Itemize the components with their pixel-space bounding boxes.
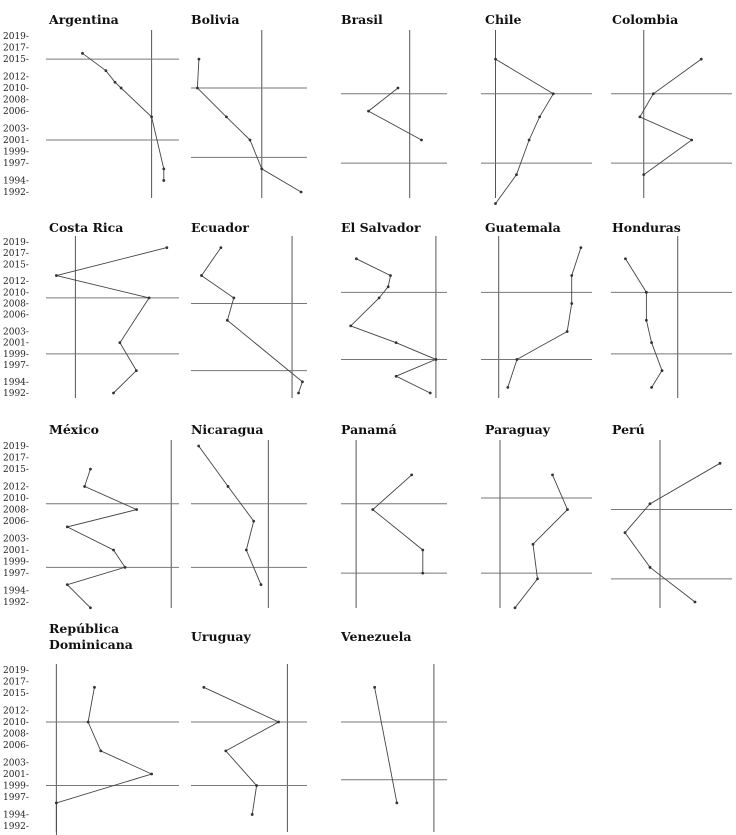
panel-title: México	[49, 422, 99, 437]
y-tick-label: 2015-	[3, 260, 29, 271]
y-tick-label: 2012-	[3, 72, 29, 83]
data-point	[645, 319, 648, 322]
data-point	[118, 341, 121, 344]
data-point	[649, 566, 652, 569]
data-point	[300, 191, 303, 194]
data-point	[55, 274, 58, 277]
series-line	[496, 59, 554, 204]
panel-title: El Salvador	[341, 220, 421, 235]
series-line	[625, 463, 720, 602]
panel-el-salvador	[341, 220, 447, 398]
data-point	[494, 202, 497, 205]
y-tick-label: 2010-	[3, 84, 29, 94]
y-tick-label: 2008-	[3, 95, 29, 106]
y-tick-label: 2003-	[3, 534, 29, 545]
panel-title: Bolivia	[191, 12, 240, 27]
y-tick-label: 2012-	[3, 706, 29, 717]
panel-brasil	[341, 12, 447, 198]
series-line	[640, 59, 701, 175]
y-tick-label: 2010-	[3, 718, 29, 728]
series-line	[373, 475, 423, 573]
y-tick-label: 1994-	[3, 176, 29, 187]
data-point	[536, 577, 539, 580]
data-point	[639, 115, 642, 118]
panel-república-dominicana	[46, 621, 179, 835]
data-point	[661, 369, 664, 372]
data-point	[260, 583, 263, 586]
data-point	[690, 139, 693, 142]
panel-title: Honduras	[612, 220, 681, 235]
data-point	[566, 508, 569, 511]
y-tick-label: 2019-	[3, 442, 29, 452]
y-tick-label: 2006-	[3, 107, 29, 118]
panel-colombia	[611, 12, 732, 198]
data-point	[112, 549, 115, 552]
data-point	[83, 485, 86, 488]
data-point	[162, 167, 165, 170]
data-point	[421, 572, 424, 575]
data-point	[579, 246, 582, 249]
data-point	[162, 179, 165, 182]
data-point	[421, 549, 424, 552]
y-tick-label: 2001-	[3, 136, 29, 146]
data-point	[532, 543, 535, 546]
y-axis-labels-row-4	[3, 666, 29, 832]
data-point	[624, 531, 627, 534]
y-tick-label: 2019-	[3, 666, 29, 676]
data-point	[87, 721, 90, 724]
data-point	[570, 274, 573, 277]
data-point	[395, 375, 398, 378]
data-point	[251, 813, 254, 816]
data-point	[227, 485, 230, 488]
data-point	[506, 386, 509, 389]
y-tick-label: 2015-	[3, 55, 29, 66]
data-point	[112, 392, 115, 395]
series-line	[56, 687, 151, 835]
panel-title: Nicaragua	[191, 422, 264, 437]
data-point	[301, 380, 304, 383]
panel-title: Guatemala	[485, 220, 561, 235]
data-point	[367, 110, 370, 113]
series-line	[626, 259, 663, 388]
y-tick-label: 2017-	[3, 249, 29, 260]
y-axis-labels-row-3	[3, 442, 29, 608]
y-tick-label: 1999-	[3, 781, 29, 792]
data-point	[224, 749, 227, 752]
data-point	[150, 773, 153, 776]
panel-perú	[611, 422, 732, 608]
data-point	[552, 92, 555, 95]
data-point	[429, 392, 432, 395]
panel-honduras	[611, 220, 732, 398]
data-point	[642, 173, 645, 176]
data-point	[277, 721, 280, 724]
series-line	[197, 59, 301, 192]
data-point	[349, 324, 352, 327]
y-tick-label: 1997-	[3, 361, 29, 372]
series-line	[515, 475, 568, 608]
y-tick-label: 1994-	[3, 810, 29, 821]
y-tick-label: 2006-	[3, 741, 29, 752]
data-point	[198, 58, 201, 61]
y-tick-label: 1997-	[3, 793, 29, 804]
panel-title: Ecuador	[191, 220, 249, 235]
panel-title: Argentina	[49, 12, 119, 27]
data-point	[93, 686, 96, 689]
data-point	[387, 285, 390, 288]
data-point	[232, 297, 235, 300]
panel-nicaragua	[191, 422, 307, 608]
data-point	[225, 115, 228, 118]
data-point	[700, 58, 703, 61]
data-point	[566, 330, 569, 333]
data-point	[66, 525, 69, 528]
y-tick-label: 1999-	[3, 557, 29, 568]
data-point	[99, 749, 102, 752]
data-point	[694, 601, 697, 604]
data-point	[124, 566, 127, 569]
data-point	[516, 358, 519, 361]
panel-title: Costa Rica	[49, 220, 124, 235]
panel-title: Uruguay	[191, 629, 251, 644]
data-point	[252, 520, 255, 523]
y-tick-label: 2012-	[3, 277, 29, 288]
data-point	[104, 69, 107, 72]
y-tick-label: 2017-	[3, 677, 29, 688]
data-point	[650, 341, 653, 344]
y-tick-label: 2012-	[3, 482, 29, 493]
panel-costa-rica	[46, 220, 179, 398]
y-tick-label: 1994-	[3, 377, 29, 388]
y-tick-label: 2010-	[3, 494, 29, 504]
data-point	[389, 274, 392, 277]
data-point	[395, 341, 398, 344]
y-tick-label: 2008-	[3, 729, 29, 740]
data-point	[66, 583, 69, 586]
series-line	[375, 687, 397, 803]
y-tick-label: 2001-	[3, 770, 29, 780]
y-tick-label: 2008-	[3, 505, 29, 516]
panel-venezuela	[340, 629, 447, 832]
data-point	[200, 274, 203, 277]
data-point	[395, 801, 398, 804]
panel-bolivia	[191, 12, 307, 198]
data-point	[435, 358, 438, 361]
data-point	[570, 302, 573, 305]
panel-uruguay	[191, 629, 307, 832]
y-tick-label: 1992-	[3, 598, 29, 608]
data-point	[528, 139, 531, 142]
y-tick-label: 2019-	[3, 238, 29, 248]
y-tick-label: 2001-	[3, 546, 29, 556]
panel-guatemala	[481, 220, 592, 398]
data-point	[650, 386, 653, 389]
panel-title: Chile	[485, 12, 522, 27]
data-point	[260, 167, 263, 170]
panel-chile	[481, 12, 592, 205]
y-tick-label: 1997-	[3, 159, 29, 170]
series-line	[67, 469, 136, 608]
panel-title: Colombia	[612, 12, 679, 27]
data-point	[397, 87, 400, 90]
y-axis-labels-row-2	[3, 238, 29, 399]
data-point	[355, 257, 358, 260]
data-point	[649, 502, 652, 505]
panel-argentina	[46, 12, 179, 198]
y-tick-label: 1992-	[3, 188, 29, 198]
data-point	[373, 686, 376, 689]
y-tick-label: 2006-	[3, 310, 29, 321]
data-point	[515, 173, 518, 176]
y-axis-labels-row-1	[3, 32, 29, 198]
data-point	[120, 87, 123, 90]
data-point	[89, 468, 92, 471]
y-tick-label: 2003-	[3, 758, 29, 769]
y-tick-label: 2015-	[3, 689, 29, 700]
data-point	[624, 257, 627, 260]
data-point	[135, 369, 138, 372]
data-point	[245, 549, 248, 552]
data-point	[219, 246, 222, 249]
data-point	[114, 81, 117, 84]
y-tick-label: 2003-	[3, 327, 29, 338]
y-tick-label: 2008-	[3, 299, 29, 310]
series-line	[56, 248, 166, 393]
y-tick-label: 2015-	[3, 465, 29, 476]
y-tick-label: 2010-	[3, 288, 29, 299]
panel-title: Venezuela	[341, 629, 412, 644]
data-point	[81, 52, 84, 55]
series-line	[369, 88, 422, 140]
data-point	[645, 291, 648, 294]
data-point	[371, 508, 374, 511]
y-tick-label: 2017-	[3, 453, 29, 464]
panel-méxico	[46, 422, 179, 609]
data-point	[226, 319, 229, 322]
data-point	[55, 801, 58, 804]
series-line	[199, 446, 261, 585]
data-point	[135, 508, 138, 511]
data-point	[410, 473, 413, 476]
y-tick-label: 1992-	[3, 389, 29, 399]
data-point	[652, 92, 655, 95]
data-point	[150, 115, 153, 118]
series-line	[351, 259, 436, 393]
data-point	[538, 115, 541, 118]
y-tick-label: 2006-	[3, 517, 29, 528]
data-point	[297, 392, 300, 395]
panel-ecuador	[191, 220, 307, 398]
data-point	[255, 784, 258, 787]
data-point	[197, 445, 200, 448]
data-point	[551, 473, 554, 476]
data-point	[89, 606, 92, 609]
panel-panamá	[341, 422, 447, 608]
y-tick-label: 2019-	[3, 32, 29, 42]
data-point	[420, 139, 423, 142]
y-tick-label: 1994-	[3, 586, 29, 597]
y-tick-label: 1999-	[3, 349, 29, 360]
y-tick-label: 1997-	[3, 569, 29, 580]
y-tick-label: 1992-	[3, 822, 29, 832]
data-point	[196, 87, 199, 90]
panel-title: Panamá	[341, 422, 397, 437]
data-point	[148, 297, 151, 300]
series-line	[204, 687, 279, 814]
series-line	[508, 248, 581, 388]
panel-title: Perú	[612, 422, 645, 437]
data-point	[249, 139, 252, 142]
y-tick-label: 2003-	[3, 124, 29, 135]
panel-title: Paraguay	[485, 422, 551, 437]
series-line	[202, 248, 303, 393]
data-point	[494, 58, 497, 61]
panel-title-line-2: Dominicana	[49, 637, 133, 652]
data-point	[719, 462, 722, 465]
y-tick-label: 1999-	[3, 147, 29, 158]
data-point	[378, 297, 381, 300]
y-tick-label: 2017-	[3, 43, 29, 54]
data-point	[202, 686, 205, 689]
panel-title: República	[49, 621, 120, 636]
data-point	[165, 246, 168, 249]
y-tick-label: 2001-	[3, 338, 29, 349]
data-point	[514, 606, 517, 609]
panel-title: Brasil	[341, 12, 383, 27]
panel-paraguay	[481, 422, 592, 609]
